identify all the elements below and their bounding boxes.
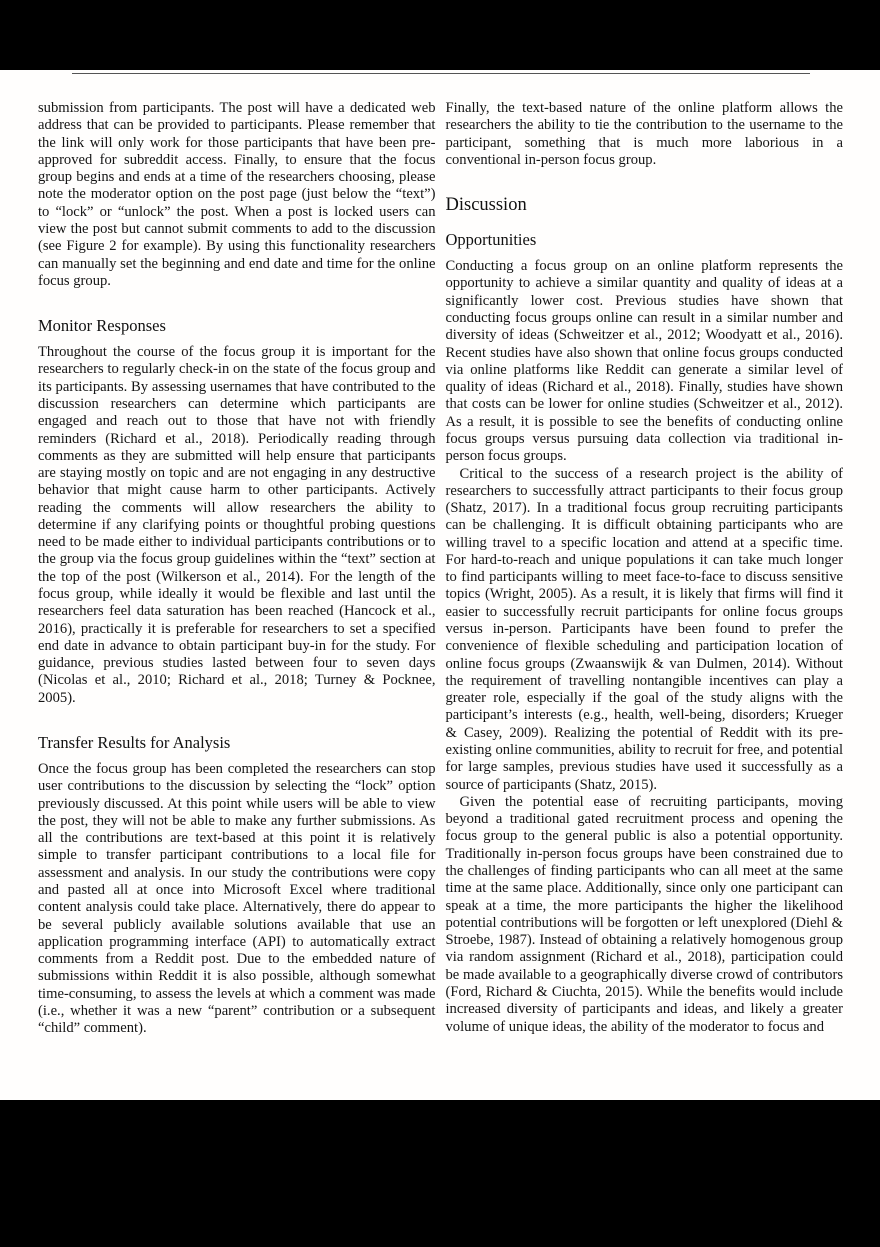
paragraph-opportunities-2: Critical to the success of a research project is the ability of researchers to successfully attract participants to their focus group (Shatz, 2017). In a traditional focus group recruiting participants can be challenging. It is difficult obtaining participants who are willing travel to a specific location and attend at a specific time. For hard-to-reach and unique populations it can take much longer to find participants willing to meet face-to-face to discuss sensitive topics (Wright, 2005). As a result, it is likely that firms will find it easier to successfully recruit participants for online focus groups versus in-person. Participants have been found to prefer the convenience of flexible scheduling and participation location of online focus groups (Zwaanswijk & van Dulmen, 2014). Without the requirement of travelling nontangible incentives can play a greater role, especially if the goal of the study aligns with the participant’s interests (e.g., health, well-being, disorders; Krueger & Casey, 2009). Realizing the potential of Reddit with its pre-existing online communities, ability to recruit for free, and potential for large samples, previous studies have used it successfully as a source of participants (Shatz, 2015). xyxy=(445,465,843,793)
section-heading-discussion: Discussion xyxy=(445,195,527,216)
paragraph-finally-text-based: Finally, the text-based nature of the online platform allows the researchers the ability to tie the contribution to the username to the participant, something that is much more laborious in a conventional in-person focus group. xyxy=(445,100,843,168)
paragraph-monitor-responses: Throughout the course of the focus group it is important for the researchers to regularly check-in on the state of the focus group and its participants. By assessing usernames that have contributed to the discussion researchers can determine which participants are engaged and reach out to those that have not with friendly reminders (Richard et al., 2018). Periodically reading through comments as they are submitted will help ensure that participants are staying mostly on topic and are not engaging in any destructive behavior that might cause harm to other participants. Actively reading the comments will allow researchers the ability to determine if any clarifying points or thoughtful probing questions need to be made either to individual participants contributions or to the group via the focus group guidelines within the “text” section at the top of the post (Wilkerson et al., 2014). For the length of the focus group, while ideally it would be flexible and last until the researchers feel data saturation has been reached (Hancock et al., 2016), practically it is preferable for researchers to set a specified end date in advance to obtain participant buy-in for the study. For guidance, previous studies lasted between four to seven days (Nicolas et al., 2010; Richard et al., 2018; Turney & Pocknee, 2005). xyxy=(38,344,436,706)
right-column xyxy=(446,100,844,1038)
top-black-margin xyxy=(0,0,880,70)
paragraph-transfer-results: Once the focus group has been completed the researchers can stop user contributions to the discussion by selecting the “lock” option previously discussed. At this point while users will be able to view the post, they will not be able to make any further submissions. As all the contributions are text-based at this point it is relatively simple to transfer participant contributions to a local file for assessment and analysis. In our study the contributions were copy and pasted all at once into Microsoft Excel where traditional content analysis could take place. Alternatively, there do appear to be several publicly available solutions available that use an application programming interface (API) to automatically extract comments from a Reddit post. Due to the embedded nature of submissions within Reddit it is also possible, although somewhat time-consuming, to assess the levels at which a comment was made (i.e., whether it was a new “parent” contribution or a subsequent “child” comment). xyxy=(38,761,436,1037)
paragraph-opportunities-1: Conducting a focus group on an online platform represents the opportunity to achieve a similar quantity and quality of ideas at a significantly lower cost. Previous studies have shown that conducting focus groups online can result in a similar number and diversity of ideas (Schweitzer et al., 2012; Woodyatt et al., 2016). Recent studies have also shown that online focus groups conducted via online platforms like Reddit can generate a similar level of quality of ideas (Richard et al., 2018). Finally, studies have shown that costs can be lower for online studies (Schweitzer et al., 2012). As a result, it is possible to see the benefits of conducting online focus groups versus pursuing data collection via traditional in-person focus groups. xyxy=(445,258,843,465)
bottom-black-margin xyxy=(0,1100,880,1247)
subsection-heading-opportunities: Opportunities xyxy=(445,230,537,250)
section-heading-monitor-responses: Monitor Responses xyxy=(38,316,166,336)
paragraph-opportunities-3: Given the potential ease of recruiting participants, moving beyond a traditional gated recruitment process and opening the focus group to the general public is also a potential opportunity. Traditionally in-person focus groups have been constrained due to the challenges of finding participants who can all meet at the same time at the same place. Additionally, since only one participant can speak at a time, the more participants the higher the likelihood potential contributions will be forgotten or left unexplored (Diehl & Stroebe, 1987). Instead of obtaining a relatively homogenous group via random assignment (Richard et al., 2018), participation could be made available to a geographically diverse crowd of contributors (Ford, Richard & Ciuchta, 2015). While the benefits would include increased diversity of participants and ideas, and likely a greater volume of unique ideas, the ability of the moderator to focus and xyxy=(445,793,843,1035)
left-column xyxy=(38,100,436,1038)
section-heading-transfer-results: Transfer Results for Analysis xyxy=(38,733,231,752)
page-sheet xyxy=(0,70,880,1100)
two-column-layout xyxy=(0,74,880,1038)
paragraph-continuation: submission from participants. The post will have a dedicated web address that can be provided to participants. Please remember that the link will only work for those participants that have been pre-approved for subreddit access. Finally, to ensure that the focus group begins and ends at a time of the researchers choosing, please note the moderator option on the post page (just below the “text”) to “lock” or “unlock” the post. When a post is locked users can view the post but cannot submit comments to add to the discussion (see Figure 2 for example). By using this functionality researchers can manually set the beginning and end date and time for the online focus group. xyxy=(38,100,436,289)
